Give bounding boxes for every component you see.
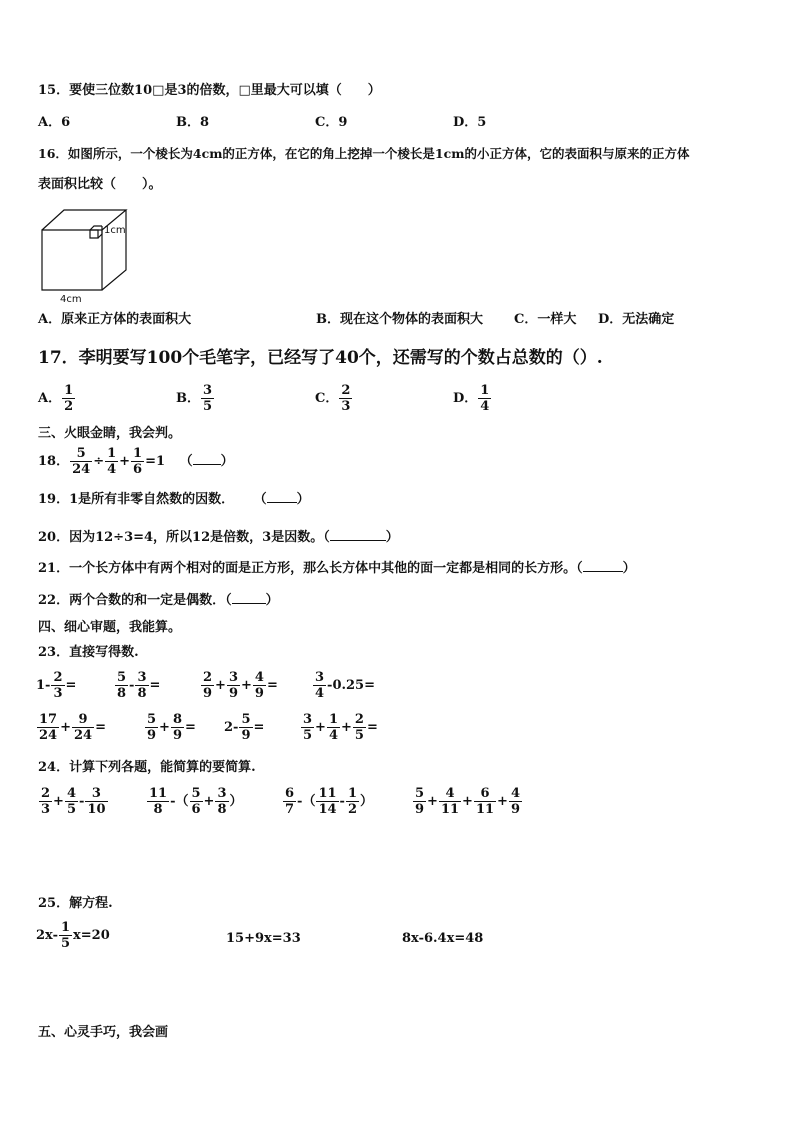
answer-blank: [193, 464, 221, 465]
q17-option-d: D． $\frac{1}{4}$: [453, 383, 490, 414]
answer-blank: [330, 540, 386, 541]
q25-equation-3: 8x-6.4x=48: [402, 931, 484, 946]
q23-r1-b: $\frac{5}{8}$ - $\frac{3}{8}$ =: [117, 670, 161, 701]
section-4-title: 四、细心审题，我能算。: [38, 620, 182, 635]
fig-label-big: 4cm: [60, 294, 82, 305]
q23-r1-a: 1- $\frac{2}{3}$ =: [36, 670, 77, 701]
q17-option-b: B． $\frac{3}{5}$: [176, 383, 213, 414]
cube-figure: [36, 205, 136, 305]
q25-equation-1: 2x- $\frac{1}{5}$ x=20: [36, 920, 110, 951]
q15-option-d: D．5: [453, 115, 487, 130]
q23-r2-a: $\frac{17}{24}$ + $\frac{9}{24}$ =: [39, 712, 106, 743]
q23-r1-c: $\frac{2}{9}$ + $\frac{3}{9}$ + $\frac{4}{9}$ =: [203, 670, 278, 701]
q24-expr-1: $\frac{2}{3}$ + $\frac{4}{5}$ - $\frac{3}{10}$: [41, 786, 106, 817]
q15-option-c: C．9: [315, 115, 348, 130]
q25-title: 25．解方程.: [38, 896, 113, 911]
q16-option-c: C．一样大: [514, 312, 577, 327]
q23-r1-d: $\frac{3}{4}$ -0.25=: [315, 670, 375, 701]
answer-blank: [232, 603, 266, 604]
q18-expression: 18． $\frac{5}{24}$ ÷ $\frac{1}{4}$ + $\frac{1}{6}$ =1 （ ）: [38, 446, 234, 477]
q24-expr-2: $\frac{11}{8}$ -（ $\frac{5}{6}$ + $\frac{3}{8}$ ）: [149, 786, 243, 817]
q17-option-a: A． $\frac{1}{2}$: [38, 383, 74, 414]
q20-stem: 20．因为12÷3=4，所以12是倍数，3是因数。（ ）: [38, 530, 399, 545]
q21-stem: 21．一个长方体中有两个相对的面是正方形，那么长方体中其他的面一定都是相同的长方形。（ ）: [38, 561, 636, 576]
q16-stem-line2: 表面积比较（ ）。: [38, 177, 162, 192]
q17-option-c: C． $\frac{2}{3}$: [315, 383, 351, 414]
q24-expr-3: $\frac{6}{7}$ -（ $\frac{11}{14}$ - $\frac{1}{2}$ ）: [285, 786, 374, 817]
q17-stem: 17．李明要写100个毛笔字，已经写了40个，还需写的个数占总数的（）.: [38, 348, 603, 368]
q19-stem: 19．1是所有非零自然数的因数． （ ）: [38, 492, 310, 507]
q23-r2-c: 2- $\frac{5}{9}$ =: [224, 712, 265, 743]
q25-equation-2: 15+9x=33: [226, 931, 301, 946]
q15-option-b: B．8: [176, 115, 210, 130]
q23-r2-d: $\frac{3}{5}$ + $\frac{1}{4}$ + $\frac{2}{5}$ =: [303, 712, 378, 743]
fig-label-small: 1cm: [104, 225, 126, 236]
q16-stem-line1: 16．如图所示，一个棱长为4cm的正方体，在它的角上挖掉一个棱长是1cm的小正方体，它的表面积与原来的正方体: [38, 146, 690, 161]
q22-stem: 22．两个合数的和一定是偶数．（ ）: [38, 593, 279, 608]
q23-title: 23．直接写得数.: [38, 645, 139, 660]
section-5-title: 五、心灵手巧，我会画: [38, 1025, 169, 1040]
q15-stem: 15．要使三位数10□是3的倍数，□里最大可以填（ ）: [38, 83, 381, 98]
q16-option-a: A．原来正方体的表面积大: [38, 312, 192, 327]
answer-blank: [583, 571, 623, 572]
q23-r2-b: $\frac{5}{9}$ + $\frac{8}{9}$ =: [147, 712, 196, 743]
q24-title: 24．计算下列各题，能简算的要简算.: [38, 760, 256, 775]
q15-option-a: A．6: [38, 115, 71, 130]
q16-option-d: D．无法确定: [598, 312, 675, 327]
section-3-title: 三、火眼金睛，我会判。: [38, 426, 182, 441]
q24-expr-4: $\frac{5}{9}$ + $\frac{4}{11}$ + $\frac{6}{11}$ + $\frac{4}{9}$: [415, 786, 520, 817]
q16-option-b: B．现在这个物体的表面积大: [316, 312, 483, 327]
answer-blank: [267, 502, 297, 503]
